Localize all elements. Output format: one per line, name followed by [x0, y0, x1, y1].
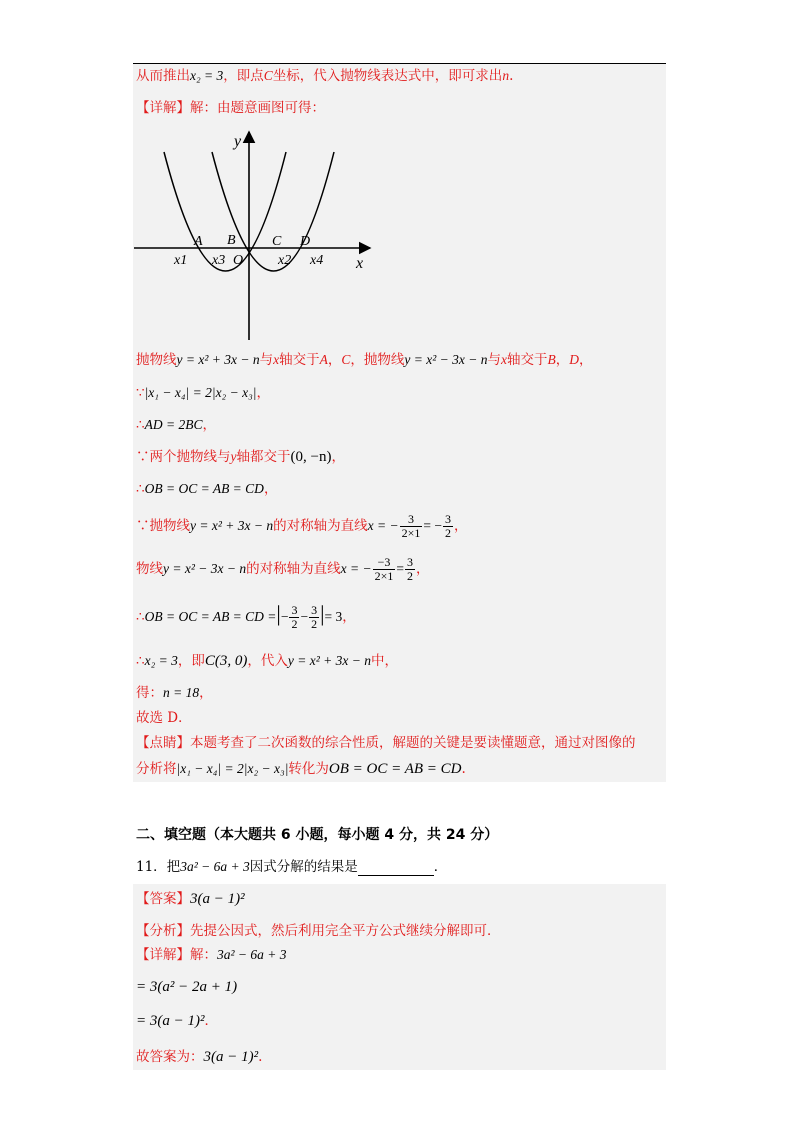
math: −	[300, 609, 309, 624]
section-title: 二、填空题（本大题共 6 小题，每小题 4 分，共 24 分）	[136, 827, 499, 843]
math: (0, −n)	[290, 449, 332, 465]
line-intro	[136, 67, 513, 85]
text: 本题考查了二次函数的综合性质，解题的关键是要读懂题意，通过对图像的	[190, 735, 636, 751]
math: x = −	[367, 518, 399, 533]
numerator: 3	[400, 513, 423, 527]
math: x = −	[340, 561, 372, 576]
label-x2: x2	[278, 253, 292, 268]
abs-bar: |	[320, 601, 325, 626]
text: ．	[433, 859, 448, 875]
var: C	[341, 352, 351, 367]
text: 的对称轴为直线	[273, 518, 368, 534]
fraction	[289, 604, 299, 631]
answer-tag: 【答案】	[136, 891, 190, 907]
text: ，	[202, 417, 216, 433]
text: 轴都交于	[236, 449, 291, 465]
text: 抛物线	[149, 518, 190, 534]
text: 中，	[371, 653, 398, 669]
therefore-symbol: ∴	[136, 417, 145, 433]
var: x	[500, 352, 507, 367]
math: =	[396, 561, 404, 576]
math: |x₁ − x₄| = 2|x₂ − x₃|	[144, 385, 257, 400]
line-substitute	[136, 652, 398, 670]
math: = 3(a − 1)²	[136, 1013, 205, 1029]
math: 3a² − 6a + 3	[180, 859, 250, 874]
text: ，	[415, 561, 430, 577]
line-segment-length	[136, 600, 356, 631]
numerator: 3	[406, 555, 413, 569]
analysis-tag: 【分析】	[136, 923, 190, 939]
line-choice	[136, 709, 192, 727]
line-comment-cont	[136, 760, 466, 778]
line-detail-heading	[136, 99, 325, 117]
math: y = x² − 3x − n	[163, 561, 247, 576]
abs-bar: |	[276, 601, 281, 626]
step-2	[136, 1012, 218, 1030]
numerator: 3	[311, 603, 318, 617]
answer-blank	[358, 861, 434, 876]
math: x₂ = 3	[190, 68, 224, 83]
math: AD = 2BC	[144, 417, 203, 432]
fraction	[373, 556, 396, 583]
text: .	[461, 761, 466, 777]
line-ad-bc	[136, 416, 216, 434]
math: y = x² + 3x − n	[176, 352, 260, 367]
because-symbol: ∵	[136, 449, 150, 465]
denominator: 2	[311, 617, 318, 631]
text: ，	[453, 518, 468, 534]
denominator: 2×1	[374, 569, 394, 583]
denominator: 2	[406, 569, 413, 583]
point-D: D	[300, 234, 311, 249]
text: 轴交于	[506, 352, 548, 368]
comment-tag: 【点睛】	[136, 735, 190, 751]
numerator: 3	[291, 603, 298, 617]
because-symbol: ∵	[136, 385, 145, 401]
text: 分析将	[136, 761, 177, 777]
math: n = 18	[163, 685, 200, 700]
text: 与	[259, 352, 274, 368]
text: .	[509, 68, 514, 84]
var: A	[319, 352, 328, 367]
var: D	[569, 352, 579, 367]
numerator: 3	[444, 512, 451, 526]
math: y = x² + 3x − n	[190, 518, 274, 533]
text: ，	[555, 352, 570, 368]
text: ，即	[177, 653, 205, 669]
text: ，	[327, 352, 342, 368]
math: y = x² + 3x − n	[287, 653, 371, 668]
text: ，抛物线	[350, 352, 405, 368]
math: 3a² − 6a + 3	[217, 947, 287, 962]
text: 故答案为：	[136, 1049, 204, 1065]
therefore-symbol: ∴	[136, 653, 145, 669]
var: B	[547, 352, 556, 367]
math: y = x² − 3x − n	[404, 352, 488, 367]
parabola-graph	[134, 128, 374, 344]
question-11	[136, 858, 447, 876]
step-1	[136, 978, 237, 996]
text: 与	[487, 352, 501, 368]
text: 抛物线	[136, 352, 177, 368]
text: ，	[263, 481, 278, 497]
point-B: B	[227, 233, 236, 248]
math: OB = OC = AB = CD	[328, 761, 462, 777]
label-x3: x3	[212, 253, 226, 268]
line-axis-1	[136, 512, 467, 540]
math: |x₁ − x₄| = 2|x₂ − x₃|	[176, 761, 289, 776]
text: ，	[342, 609, 356, 625]
text: 的对称轴为直线	[246, 561, 341, 577]
text: ，即点	[223, 68, 264, 84]
text: 物线	[136, 561, 163, 577]
text: ，	[578, 352, 593, 368]
detail-line	[136, 946, 287, 964]
line-equal-segments	[136, 480, 277, 498]
math: x₂ = 3	[144, 653, 178, 668]
line-abs-relation	[136, 384, 270, 402]
math: C(3, 0)	[204, 653, 248, 669]
var-label: n	[502, 68, 510, 83]
math: = 3	[324, 609, 343, 624]
point-A: A	[194, 234, 203, 249]
fraction	[400, 513, 423, 540]
analysis-line	[136, 922, 501, 940]
label-x4: x4	[310, 253, 324, 268]
text: 解：由题意画图可得：	[190, 100, 325, 116]
text: ，	[256, 385, 271, 401]
therefore-symbol: ∴	[136, 609, 145, 625]
var: y	[230, 449, 237, 464]
fraction	[443, 513, 453, 540]
detail-tag: 【详解】	[136, 100, 190, 116]
denominator: 2	[444, 526, 451, 540]
text: 故选 D．	[136, 710, 192, 726]
line-axis-2	[136, 555, 429, 583]
var: x	[273, 352, 280, 367]
point-label: C	[263, 68, 273, 83]
answer-panel	[133, 884, 666, 1070]
origin-O: O	[233, 253, 244, 268]
because-symbol: ∵	[136, 518, 150, 534]
text: 轴交于	[279, 352, 320, 368]
text: 得：	[136, 685, 163, 701]
math: 3(a − 1)²	[203, 1049, 259, 1065]
text: 先提公因式，然后利用完全平方公式继续分解即可．	[190, 923, 501, 939]
question-number: 11．把	[136, 859, 181, 875]
line-parabolas	[136, 351, 592, 369]
line-result	[136, 684, 213, 702]
text: ，代入	[247, 653, 288, 669]
y-axis-label: y	[234, 133, 242, 150]
text: 坐标，代入抛物线表达式中，即可求出	[272, 68, 503, 84]
text: 解：	[190, 947, 217, 963]
fraction	[405, 556, 415, 583]
answer-line	[136, 890, 245, 908]
math: = 3(a² − 2a + 1)	[136, 979, 238, 995]
line-comment	[136, 734, 636, 752]
text: 转化为	[288, 761, 329, 777]
math: OB = OC = AB = CD	[144, 481, 264, 496]
math: = −	[423, 518, 442, 533]
point-C: C	[272, 234, 282, 249]
text: ，	[199, 685, 213, 701]
text: 从而推出	[136, 68, 190, 84]
line-y-intercept	[136, 448, 345, 466]
text: ，	[331, 449, 345, 465]
denominator: 2×1	[401, 526, 421, 540]
detail-tag: 【详解】	[136, 947, 190, 963]
text: ．	[204, 1013, 218, 1029]
math: −	[280, 609, 289, 624]
therefore-symbol: ∴	[136, 481, 145, 497]
text: .	[258, 1049, 263, 1065]
denominator: 2	[291, 617, 298, 631]
label-x1: x1	[174, 253, 188, 268]
math: OB = OC = AB = CD =	[144, 609, 277, 624]
fraction	[309, 604, 319, 631]
text: 因式分解的结果是	[249, 859, 358, 875]
text: 两个抛物线与	[149, 449, 231, 465]
numerator: −3	[373, 556, 396, 570]
final-answer-line	[136, 1048, 262, 1066]
x-axis-label: x	[356, 255, 364, 272]
math: 3(a − 1)²	[190, 891, 245, 907]
